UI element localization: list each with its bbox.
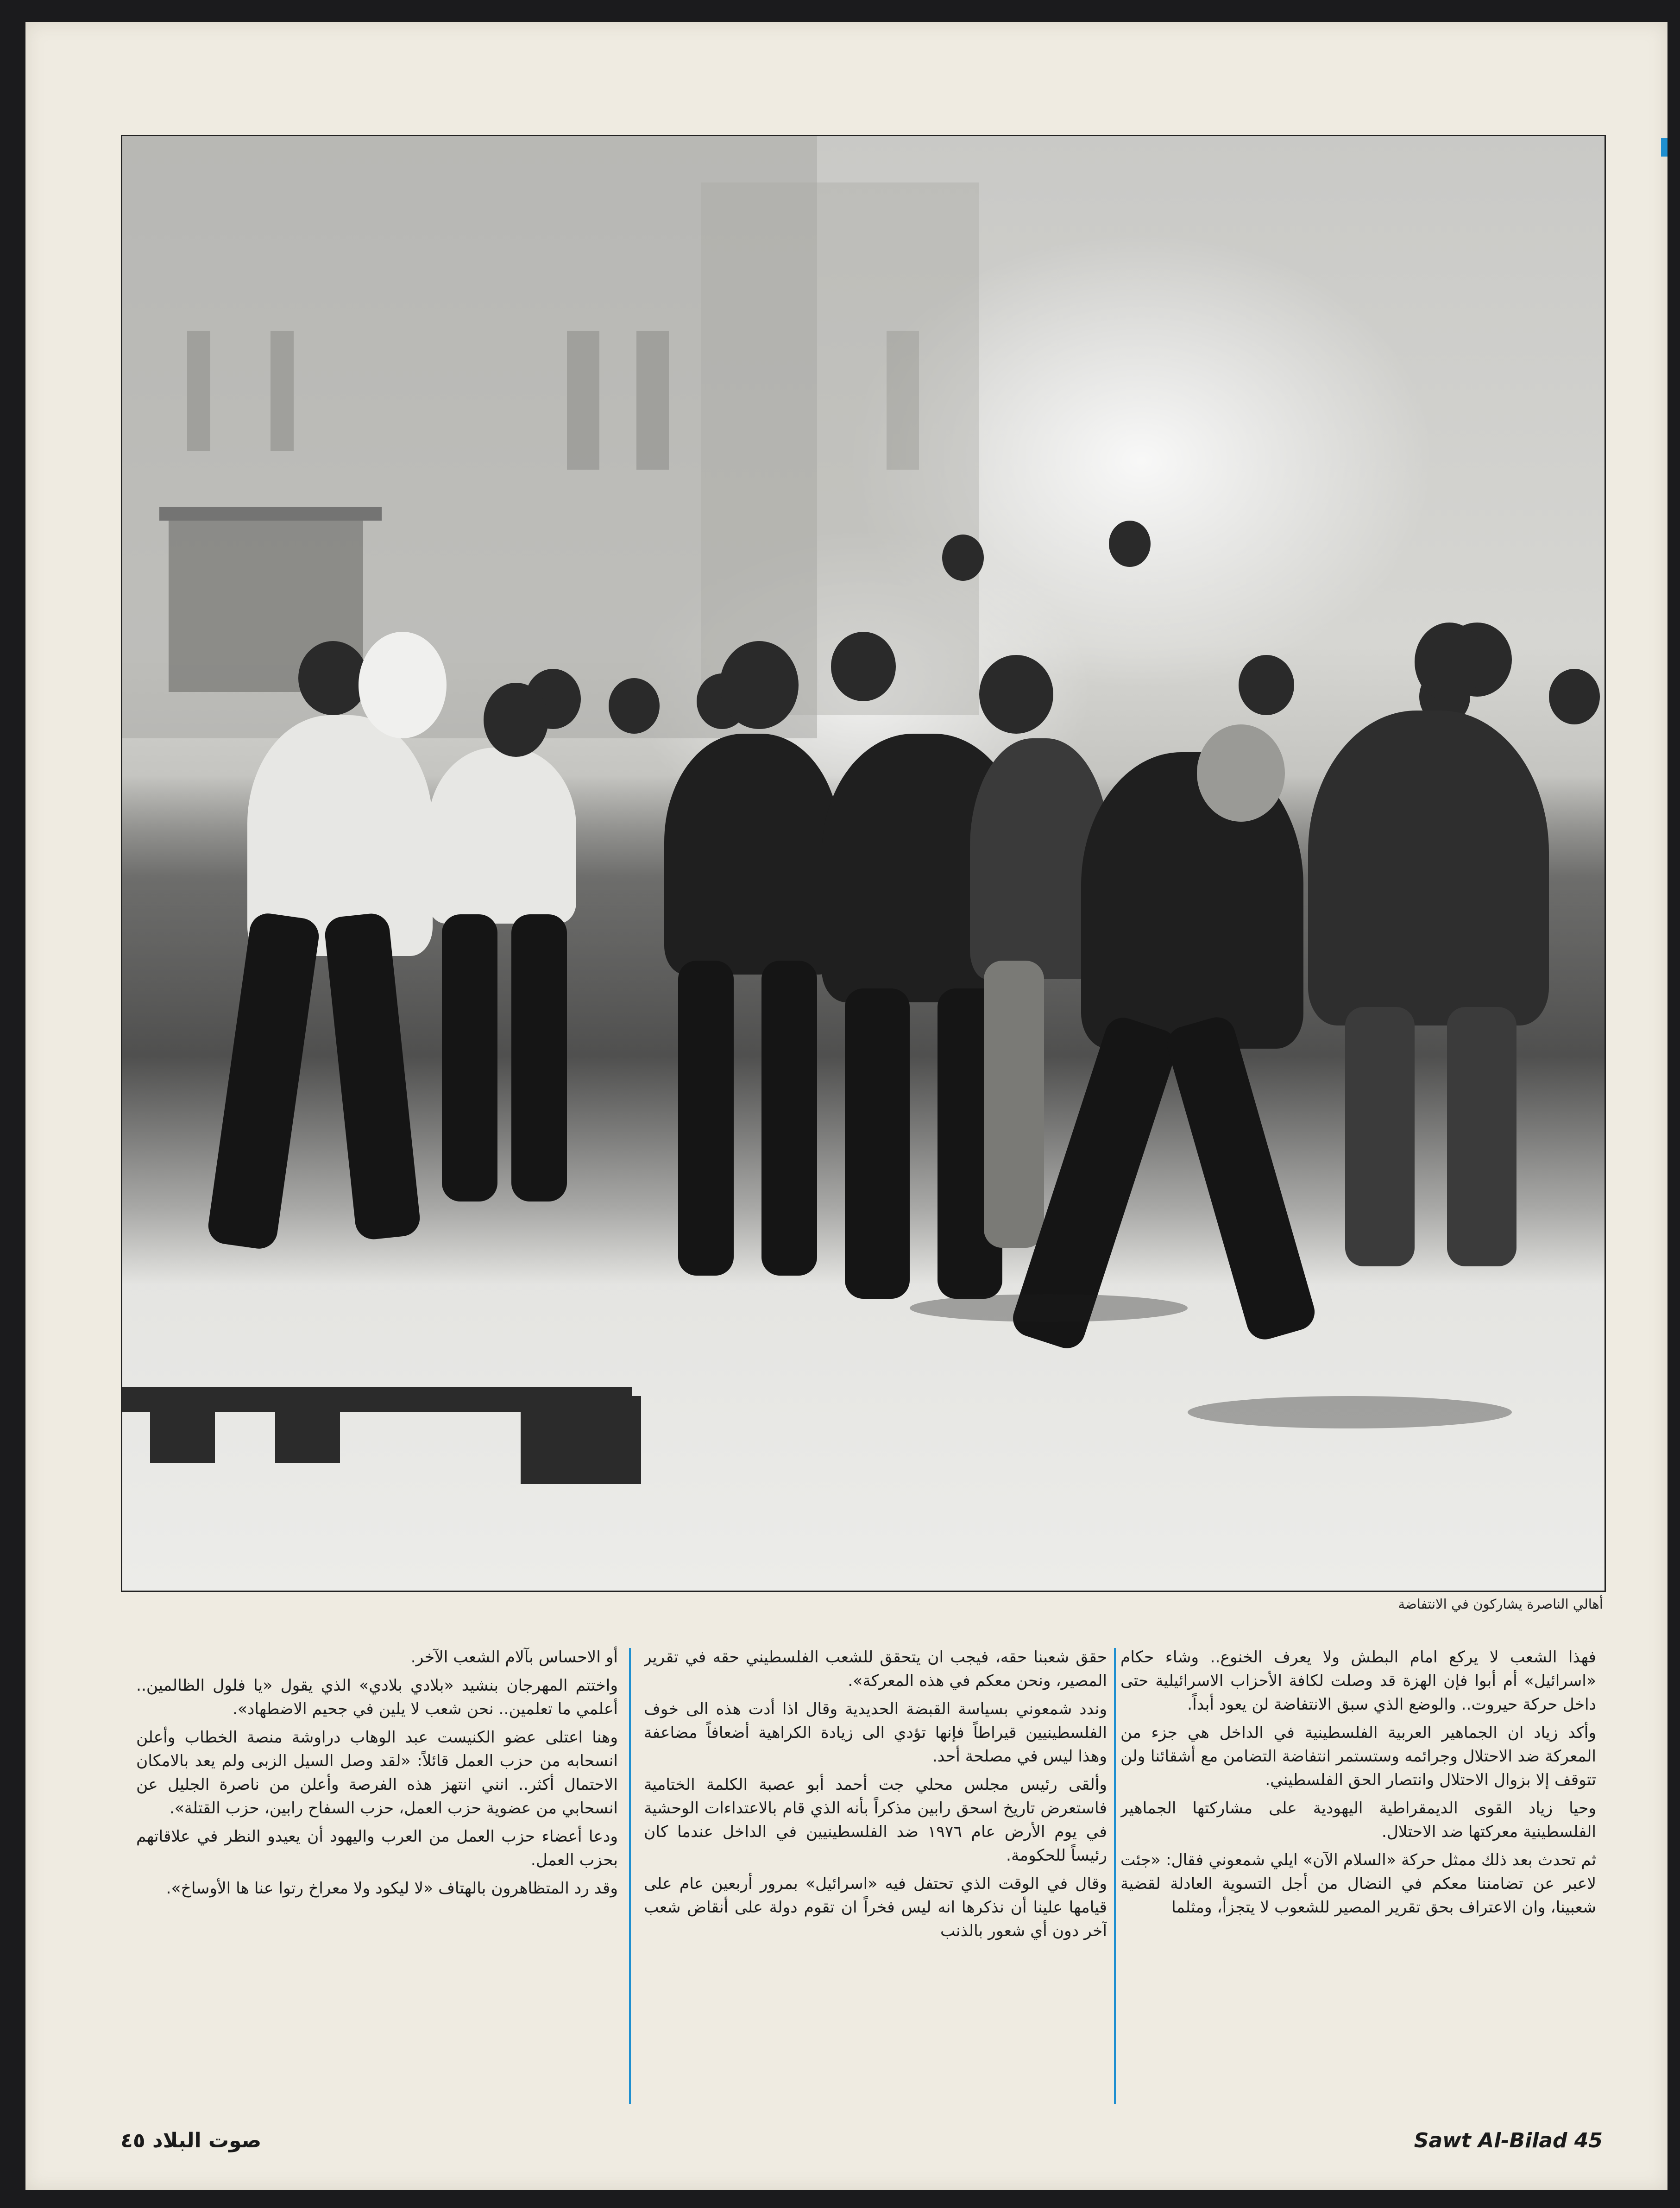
paragraph: حقق شعبنا حقه، فيجب ان يتحقق للشعب الفلسطيني حقه في تقرير المصير، ونحن معكم في هذه المعركة». — [644, 1648, 1107, 1690]
footer-latin-title: Sawt Al-Bilad 45 — [1414, 2129, 1603, 2152]
protest-photo — [121, 135, 1606, 1592]
article-column-middle — [644, 1646, 1107, 2123]
paragraph: وألقى رئيس مجلس محلي جت أحمد أبو عصبة الكلمة الختامية فاستعرض تاريخ اسحق رابين مذكراً بأنه الذي قام بالاعتداءات الوحشية في يوم الأرض عام ١٩٧٦ ضد الفلسطينيين في الداخل عندما كان رئيساً للحكومة. — [644, 1775, 1107, 1865]
paragraph: ودعا أعضاء حزب العمل من العرب واليهود أن يعيدو النظر في علاقاتهم بحزب العمل. — [136, 1827, 618, 1869]
article-column-left — [136, 1646, 618, 2123]
color-edge-mark — [1661, 138, 1667, 157]
paragraph: وندد شمعوني بسياسة القبضة الحديدية وقال اذا أدت هذه الى خوف الفلسطينيين قيراطاً فإنها تؤدي الى زيادة الكراهية أضعافاً مضاعفة وهذا ليس في مصلحة أحد. — [644, 1700, 1107, 1766]
paragraph: واختتم المهرجان بنشيد «بلادي بلادي» الذي يقول «يا فلول الظالمين.. أعلمي ما تعلمين.. نحن شعب لا يلين في جحيم الاضطهاد». — [136, 1676, 618, 1718]
column-divider — [629, 1648, 631, 2104]
paragraph: وأكد زياد ان الجماهير العربية الفلسطينية في الداخل هي جزء من المعركة ضد الاحتلال وجرائمه وستستمر انتفاضة التضامن مع أشقائنا ولن تتوقف إلا بزوال الاحتلال وانتصار الحق الفلسطيني. — [1120, 1724, 1596, 1789]
paragraph: ثم تحدث بعد ذلك ممثل حركة «السلام الآن» ايلي شمعوني فقال: «جئت لاعبر عن تضامننا معكم في النضال من أجل التسوية العادلة لقضية شعبينا، وان الاعتراف بحق تقرير المصير للشعوب لا يتجزأ، ومثلما — [1120, 1851, 1596, 1917]
paragraph: وهنا اعتلى عضو الكنيست عبد الوهاب دراوشة منصة الخطاب وأعلن انسحابه من حزب العمل قائلاً: «لقد وصل السيل الزبى ولم يعد بالامكان الاحتمال أكثر.. انني انتهز هذه الفرصة وأعلن من ناصرة الجليل عن انسحابي من عضوية حزب العمل، حزب السفاح رابين، حزب القتلة». — [136, 1728, 618, 1818]
column-divider — [1114, 1648, 1116, 2104]
paragraph: وقال في الوقت الذي تحتفل فيه «اسرائيل» بمرور أربعين عام على قيامها علينا أن نذكرها انه ليس فخراً ان تقوم دولة على أنقاض شعب آخر دون أي شعور بالذنب — [644, 1875, 1107, 1940]
paragraph: فهذا الشعب لا يركع امام البطش ولا يعرف الخنوع.. وشاء حكام «اسرائيل» أم أبوا فإن الهزة قد وصلت لكافة الأحزاب الاسرائيلية حتى داخل حركة حيروت.. والوضع الذي سبق الانتفاضة لن يعود أبداً. — [1120, 1648, 1596, 1714]
photo-caption: أهالي الناصرة يشاركون في الانتفاضة — [1398, 1596, 1603, 1612]
paragraph: أو الاحساس بآلام الشعب الآخر. — [410, 1648, 618, 1667]
paragraph: وقد رد المتظاهرون بالهتاف «لا ليكود ولا معراخ رتوا عنا ها الأوساخ». — [166, 1879, 618, 1898]
article-column-right — [1120, 1646, 1596, 2123]
magazine-page — [25, 22, 1667, 2190]
paragraph: وحيا زياد القوى الديمقراطية اليهودية على مشاركتها الجماهير الفلسطينية معركتها ضد الاحتلال. — [1120, 1799, 1596, 1841]
footer-arabic-title: صوت البلاد ٤٥ — [120, 2129, 262, 2152]
